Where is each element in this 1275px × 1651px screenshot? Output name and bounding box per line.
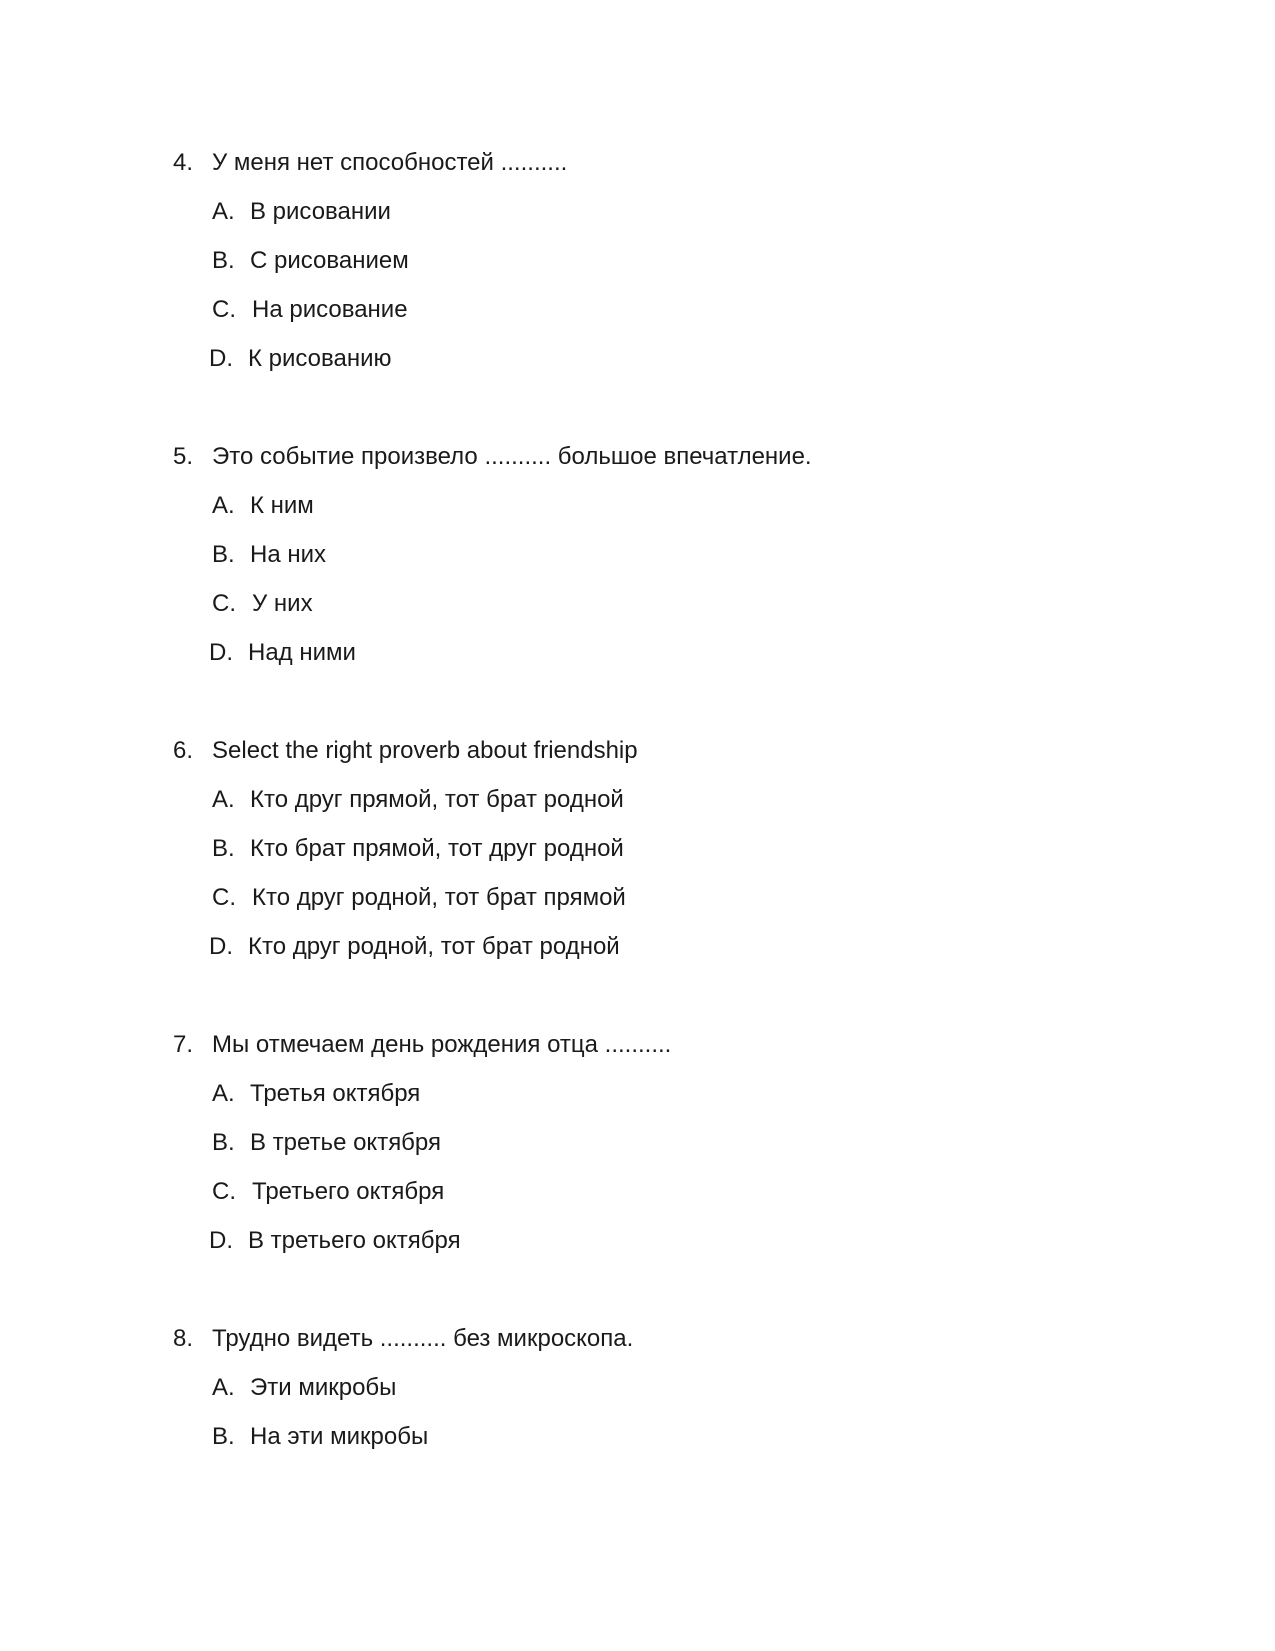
option-letter: A.	[212, 786, 235, 813]
option-text: С рисованием	[250, 247, 409, 274]
option-letter: A.	[212, 1374, 235, 1401]
option-text: Эти микробы	[250, 1374, 397, 1401]
option-text: В третье октября	[250, 1129, 442, 1156]
option-text: На них	[250, 541, 327, 568]
option-text: Кто брат прямой, тот друг родной	[250, 835, 624, 862]
option-text: В третьего октября	[248, 1227, 461, 1254]
question-text: У меня нет способностей ..........	[212, 149, 568, 176]
option-letter: B.	[212, 541, 235, 568]
option-text: Третьего октября	[252, 1178, 445, 1205]
question-text: Select the right proverb about friendship	[212, 737, 638, 764]
option-letter: A.	[212, 198, 235, 225]
option-text: В рисовании	[250, 198, 391, 225]
option-letter: D.	[209, 1227, 233, 1254]
option-text: К рисованию	[248, 345, 392, 372]
question-number: 7.	[173, 1031, 194, 1058]
option-letter: C.	[212, 590, 236, 617]
option-letter: C.	[212, 296, 236, 323]
option-text: На эти микробы	[250, 1423, 429, 1450]
option-text: Кто друг родной, тот брат родной	[248, 933, 620, 960]
option-letter: B.	[212, 1423, 235, 1450]
question-number: 6.	[173, 737, 194, 764]
option-text: На рисование	[252, 296, 408, 323]
question-text: Трудно видеть .......... без микроскопа.	[212, 1325, 634, 1352]
option-letter: D.	[209, 639, 233, 666]
option-text: Над ними	[248, 639, 356, 666]
question-number: 5.	[173, 443, 194, 470]
option-letter: C.	[212, 1178, 236, 1205]
option-text: К ним	[250, 492, 314, 519]
option-text: Кто друг прямой, тот брат родной	[250, 786, 624, 813]
question-text: Мы отмечаем день рождения отца ..........	[212, 1031, 672, 1058]
option-letter: D.	[209, 933, 233, 960]
question-text: Это событие произвело .......... большое впечатление.	[212, 443, 812, 470]
option-letter: B.	[212, 247, 235, 274]
question-number: 8.	[173, 1325, 194, 1352]
option-letter: A.	[212, 1080, 235, 1107]
option-text: У них	[252, 590, 313, 617]
option-letter: D.	[209, 345, 233, 372]
option-letter: C.	[212, 884, 236, 911]
question-number: 4.	[173, 149, 194, 176]
option-text: Третья октября	[250, 1080, 421, 1107]
option-text: Кто друг родной, тот брат прямой	[252, 884, 626, 911]
option-letter: A.	[212, 492, 235, 519]
option-letter: B.	[212, 835, 235, 862]
option-letter: B.	[212, 1129, 235, 1156]
